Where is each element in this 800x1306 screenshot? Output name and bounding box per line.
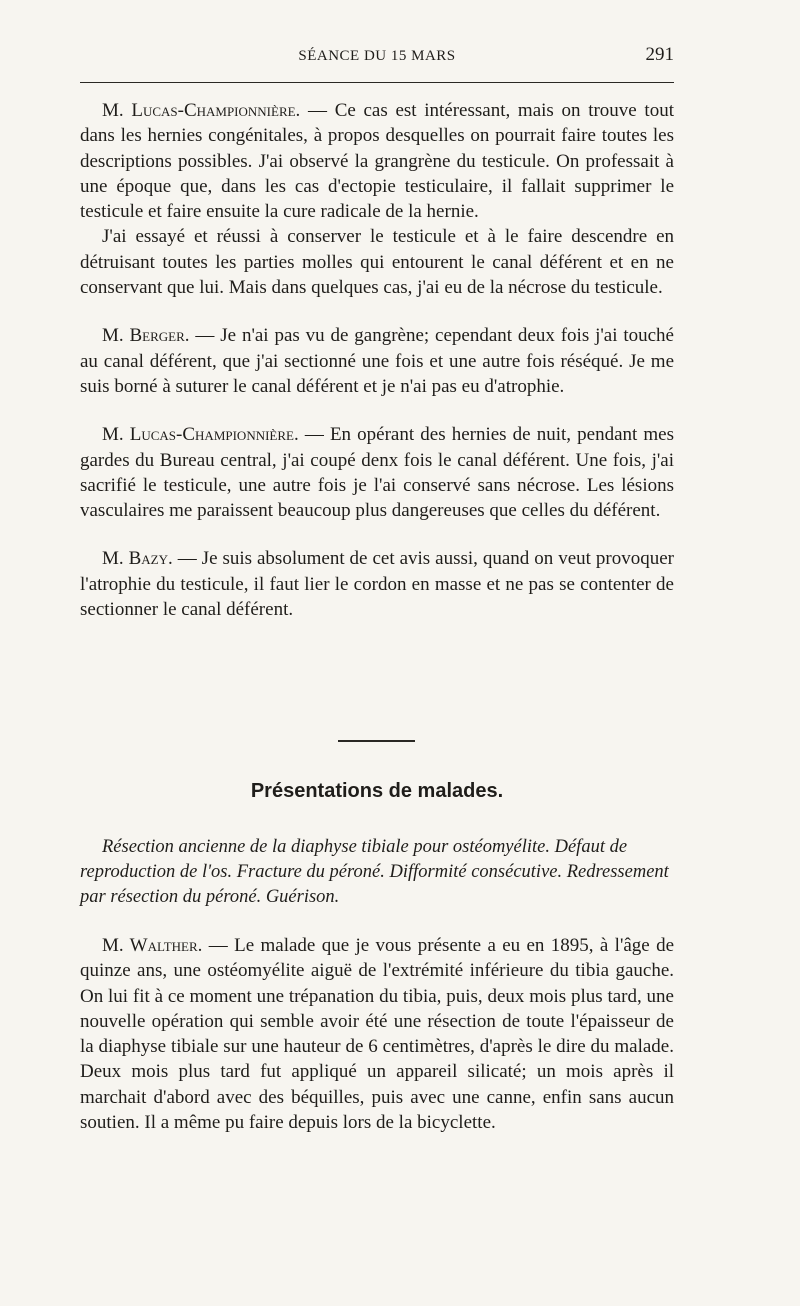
paragraph-berger [80, 323, 674, 399]
section-separator [338, 740, 415, 742]
paragraph-text: — En opérant des hernies de nuit, pendant mes gardes du Bureau central, j'ai coupé denx fois le canal déférent. Une fois, j'ai sacrifié le testicule, une autre fois je l'ai conservé sans nécrose. Les lésions vasculaires me paraissent beaucoup plus dangereuses que celles du déférent. [80, 424, 674, 522]
paragraph-lucas-championniere-3 [80, 422, 674, 523]
case-subtitle [80, 835, 674, 910]
paragraph-text: J'ai essayé et réussi à conserver le testicule et à le faire descendre en détruisant toutes les parties molles qui entourent le canal déférent et en ne conservant que lui. Mais dans quelques cas, j'ai eu de la nécrose du testicule. [80, 226, 674, 299]
speaker-name: M. Bazy. [102, 548, 173, 570]
paragraph-text: — Je n'ai pas vu de gangrène; cependant deux fois j'ai touché au canal déférent, que j'ai sectionné une fois et une autre fois réséqué. Je me suis borné à suturer le canal déférent et je n'ai pas eu d'atrophie. [80, 325, 674, 397]
case-subtitle-text: Résection ancienne de la diaphyse tibiale pour ostéomyélite. Défaut de reproduction de l'os. Fracture du péroné. Difformité consécutive. Redressement par résection du péroné. Guérison. [80, 837, 669, 907]
section-title: Présentations de malades. [250, 780, 504, 802]
page-number: 291 [645, 44, 674, 65]
header-rule [80, 82, 674, 83]
paragraph-text: — Ce cas est intéressant, mais on trouve tout dans les hernies congénitales, à propos desquelles on pourrait faire toutes les descriptions possibles. J'ai observé la grangrène du testicule. On professait à une époque que, dans les cas d'ectopie testiculaire, il fallait supprimer le testicule et faire ensuite la cure radicale de la hernie. [80, 100, 674, 223]
running-head: SÉANCE DU 15 MARS [298, 48, 456, 64]
page-header [80, 44, 674, 74]
speaker-name: M. Lucas-Championnière. [102, 424, 299, 446]
paragraph-text: — Le malade que je vous présente a eu en 1895, à l'âge de quinze ans, une ostéomyélite aiguë de l'extrémité inférieure du tibia gauche. On lui fit à ce moment une trépanation du tibia, puis, deux mois plus tard, une nouvelle opération qui semble avoir été une résection de toute l'épaisseur de la diaphyse tibiale sur une hauteur de 6 centimètres, d'après le dire du malade. Deux mois plus tard fut appliqué un appareil silicaté; un mois après il marchait d'abord avec des béquilles, puis avec une canne, enfin sans aucun soutien. Il a même pu faire depuis lors de la bicyclette. [80, 935, 675, 1134]
speaker-name: M. Berger. [102, 325, 190, 347]
paragraph-walther [80, 933, 674, 1135]
speaker-name: M. Lucas-Championnière. [102, 100, 301, 121]
paragraph-text: — Je suis absolument de cet avis aussi, quand on veut provoquer l'atrophie du testicule, il faut lier le cordon en masse et ne pas se contenter de sectionner le canal déférent. [80, 548, 674, 621]
presentation [80, 933, 674, 1135]
discussion [80, 98, 674, 622]
paragraph-lucas-championniere-1 [80, 98, 674, 224]
paragraph-lucas-championniere-2 [80, 224, 674, 300]
paragraph-bazy [80, 546, 674, 622]
speaker-name: M. Walther. [102, 935, 203, 956]
